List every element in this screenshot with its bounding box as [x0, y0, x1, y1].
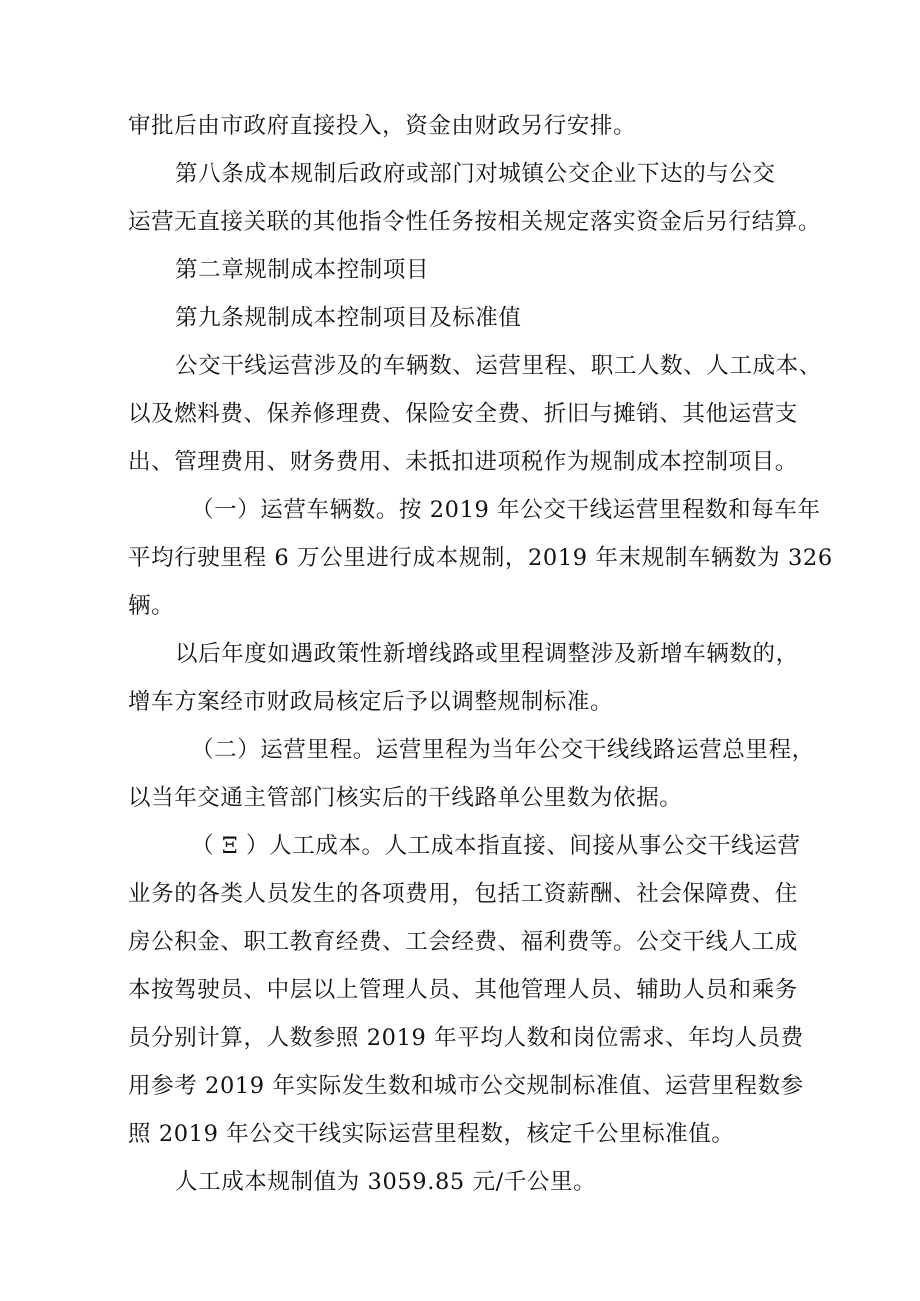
text-line: 照 2019 年公交干线实际运营里程数，核定千公里标准值。 — [128, 1121, 735, 1147]
text-line: 出、管理费用、财务费用、未抵扣进项税作为规制成本控制项目。 — [128, 449, 798, 475]
text-line: 以当年交通主管部门核实后的干线路单公里数为依据。 — [128, 785, 683, 811]
text-line: 房公积金、职工教育经费、工会经费、福利费等。公交干线人工成 — [128, 929, 798, 955]
text-line: （ Ξ ）人工成本。人工成本指直接、间接从事公交干线运营 — [191, 833, 801, 859]
text-line: 公交干线运营涉及的车辆数、运营里程、职工人数、人工成本、 — [175, 353, 822, 379]
text-line: （一）运营车辆数。按 2019 年公交干线运营里程数和每车年 — [191, 497, 821, 523]
text-line: 第八条成本规制后政府或部门对城镇公交企业下达的与公交 — [175, 161, 776, 187]
text-line: 以后年度如遇政策性新增线路或里程调整涉及新增车辆数的， — [175, 641, 799, 667]
text-line: 审批后由市政府直接投入，资金由财政另行安排。 — [128, 113, 637, 139]
text-line: 辆。 — [128, 593, 175, 619]
text-line: 本按驾驶员、中层以上管理人员、其他管理人员、辅助人员和乘务 — [128, 977, 798, 1003]
text-line: （二）运营里程。运营里程为当年公交干线线路运营总里程， — [191, 737, 815, 763]
text-line: 平均行驶里程 6 万公里进行成本规制，2019 年末规制车辆数为 326 — [128, 545, 833, 571]
section-heading: 第二章规制成本控制项目 — [175, 257, 430, 283]
text-line: 人工成本规制值为 3059.85 元/千公里。 — [175, 1169, 597, 1195]
text-line: 增车方案经市财政局核定后予以调整规制标准。 — [128, 689, 614, 715]
article-heading: 第九条规制成本控制项目及标准值 — [175, 305, 522, 331]
text-line: 以及燃料费、保养修理费、保险安全费、折旧与摊销、其他运营支 — [128, 401, 798, 427]
text-line: 业务的各类人员发生的各项费用，包括工资薪酬、社会保障费、住 — [128, 881, 798, 907]
text-line: 用参考 2019 年实际发生数和城市公交规制标准值、运营里程数参 — [128, 1073, 804, 1099]
text-line: 运营无直接关联的其他指令性任务按相关规定落实资金后另行结算。 — [128, 209, 822, 235]
text-line: 员分别计算，人数参照 2019 年平均人数和岗位需求、年均人员费 — [128, 1025, 804, 1051]
